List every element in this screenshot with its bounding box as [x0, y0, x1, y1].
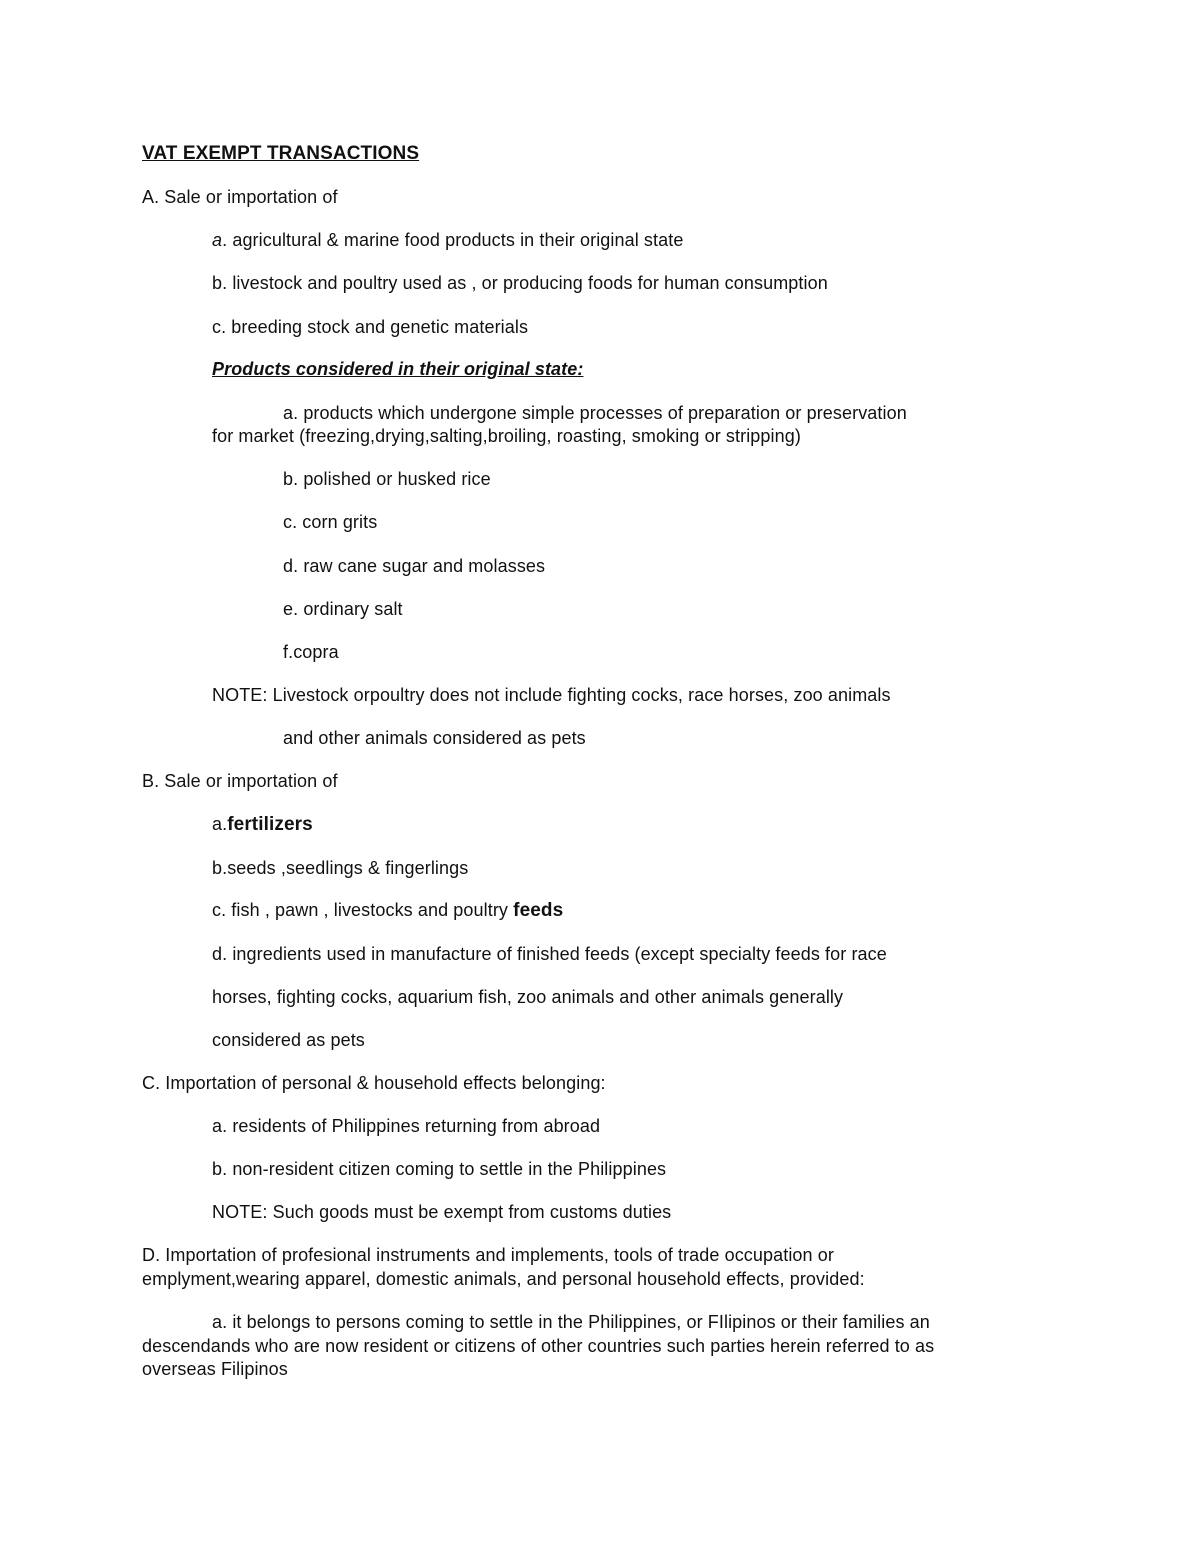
- section-d-heading-line1: D. Importation of profesional instruments and implements, tools of trade occupation or: [142, 1245, 834, 1265]
- section-c-note: NOTE: Such goods must be exempt from customs duties: [212, 1202, 672, 1222]
- section-c-item-a: a. residents of Philippines returning from abroad: [212, 1116, 601, 1136]
- section-a-item-a-text: . agricultural & marine food products in their original state: [222, 230, 684, 250]
- section-c-heading: C. Importation of personal & household effects belonging:: [142, 1073, 606, 1093]
- section-a-item-b: b. livestock and poultry used as , or producing foods for human consumption: [212, 273, 828, 293]
- section-d-item-a-line2: descendands who are now resident or citizens of other countries such parties herein referred to as: [142, 1336, 935, 1356]
- section-a-note-line1: NOTE: Livestock orpoultry does not include fighting cocks, race horses, zoo animals: [212, 685, 891, 705]
- section-a-item-c: c. breeding stock and genetic materials: [212, 317, 529, 337]
- section-b-item-a: [212, 813, 313, 836]
- original-state-item-b: b. polished or husked rice: [283, 469, 491, 489]
- section-a-item-a-marker: a: [212, 230, 223, 250]
- section-a-note-line2: and other animals considered as pets: [283, 728, 586, 748]
- original-state-item-f: f.copra: [283, 642, 339, 662]
- section-b-item-a-bold: fertilizers: [227, 814, 313, 835]
- section-d-heading-line2: emplyment,wearing apparel, domestic animals, and personal household effects, provided:: [142, 1269, 865, 1289]
- section-c-item-b: b. non-resident citizen coming to settle in the Philippines: [212, 1159, 667, 1179]
- section-b-item-a-prefix: a.: [212, 814, 228, 834]
- section-d-item-a-line3: overseas Filipinos: [142, 1359, 288, 1379]
- section-b-heading: B. Sale or importation of: [142, 771, 338, 791]
- section-b-item-c-prefix: c. fish , pawn , livestocks and poultry: [212, 900, 514, 920]
- original-state-subheading: Products considered in their original state:: [212, 359, 584, 379]
- original-state-item-a-line1: a. products which undergone simple processes of preparation or preservation: [283, 403, 907, 423]
- document-title: VAT EXEMPT TRANSACTIONS: [142, 143, 420, 164]
- original-state-item-e: e. ordinary salt: [283, 599, 403, 619]
- original-state-item-d: d. raw cane sugar and molasses: [283, 556, 546, 576]
- original-state-item-c: c. corn grits: [283, 512, 378, 532]
- section-d-item-a-line1: a. it belongs to persons coming to settle in the Philippines, or FIlipinos or their families an: [212, 1312, 930, 1332]
- section-b-item-d-line3: considered as pets: [212, 1030, 365, 1050]
- section-a-heading: A. Sale or importation of: [142, 187, 338, 207]
- section-a-item-a: [212, 229, 683, 252]
- section-b-item-c: [212, 899, 563, 922]
- original-state-item-a-line2: for market (freezing,drying,salting,broiling, roasting, smoking or stripping): [212, 426, 801, 446]
- section-b-item-d-line2: horses, fighting cocks, aquarium fish, zoo animals and other animals generally: [212, 987, 844, 1007]
- section-b-item-b: b.seeds ,seedlings & fingerlings: [212, 858, 469, 878]
- section-b-item-d-line1: d. ingredients used in manufacture of finished feeds (except specialty feeds for race: [212, 944, 887, 964]
- section-b-item-c-bold: feeds: [513, 900, 564, 921]
